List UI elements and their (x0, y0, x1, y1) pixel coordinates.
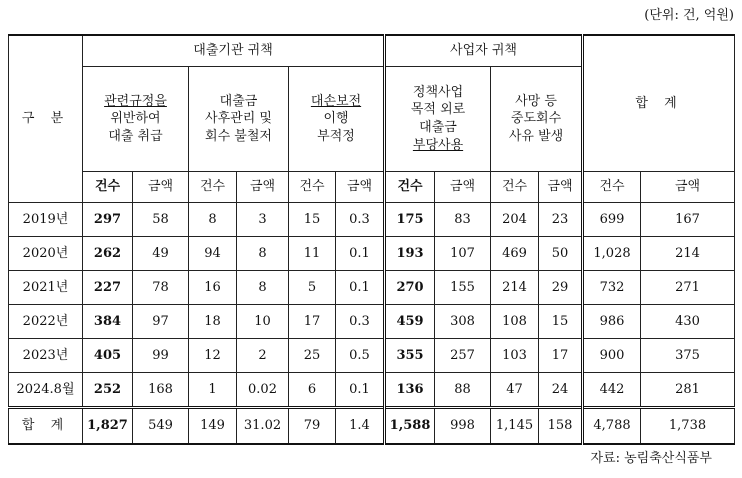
table-cell: 136 (385, 373, 435, 408)
total-cell: 1,827 (83, 408, 133, 445)
table-cell: 193 (385, 237, 435, 271)
total-cell: 1,738 (641, 408, 735, 445)
total-group-header: 합 계 (583, 35, 735, 172)
total-cell: 549 (133, 408, 189, 445)
total-row (9, 408, 735, 445)
table-cell: 262 (83, 237, 133, 271)
total-cell: 1.4 (336, 408, 385, 445)
table-cell: 17 (289, 305, 336, 339)
table-cell: 155 (435, 271, 491, 305)
table-cell: 107 (435, 237, 491, 271)
col-amount: 금액 (237, 172, 289, 203)
table-cell: 355 (385, 339, 435, 373)
table-cell: 6 (289, 373, 336, 408)
table-cell: 16 (189, 271, 237, 305)
row-label: 2019년 (9, 203, 83, 237)
table-cell: 214 (641, 237, 735, 271)
sub-header-misuse: 정책사업 목적 외로 대출금 부당사용 (385, 67, 491, 172)
sub-header-loss-compensation: 대손보전 이행 부적정 (289, 67, 385, 172)
table-cell: 12 (189, 339, 237, 373)
row-label: 2023년 (9, 339, 83, 373)
table-cell: 108 (491, 305, 539, 339)
table-cell: 49 (133, 237, 189, 271)
row-label: 합 계 (9, 408, 83, 445)
sub-header-early-recovery: 사망 등 중도회수 사유 발생 (491, 67, 583, 172)
table-cell: 375 (641, 339, 735, 373)
count-amount-header-row (9, 172, 735, 203)
table-cell: 257 (435, 339, 491, 373)
table-cell: 2 (237, 339, 289, 373)
table-cell: 50 (539, 237, 583, 271)
table-cell: 0.3 (336, 305, 385, 339)
table-cell: 459 (385, 305, 435, 339)
row-label: 2021년 (9, 271, 83, 305)
table-cell: 11 (289, 237, 336, 271)
table-cell: 384 (83, 305, 133, 339)
table-row (9, 305, 735, 339)
total-cell: 149 (189, 408, 237, 445)
table-cell: 699 (583, 203, 641, 237)
table-cell: 252 (83, 373, 133, 408)
unit-note: (단위: 건, 억원) (644, 8, 734, 23)
table-cell: 405 (83, 339, 133, 373)
table-row (9, 339, 735, 373)
table-row (9, 237, 735, 271)
table-cell: 281 (641, 373, 735, 408)
col-amount: 금액 (133, 172, 189, 203)
col-amount: 금액 (336, 172, 385, 203)
table-cell: 88 (435, 373, 491, 408)
table-cell: 8 (237, 237, 289, 271)
table-cell: 10 (237, 305, 289, 339)
col-count: 건수 (83, 172, 133, 203)
table-cell: 297 (83, 203, 133, 237)
table-cell: 308 (435, 305, 491, 339)
sub-header-followup: 대출금 사후관리 및 회수 불철저 (189, 67, 289, 172)
total-cell: 1,145 (491, 408, 539, 445)
table-cell: 175 (385, 203, 435, 237)
table-cell: 47 (491, 373, 539, 408)
col-amount: 금액 (435, 172, 491, 203)
table-cell: 0.3 (336, 203, 385, 237)
table-cell: 24 (539, 373, 583, 408)
row-label: 2024.8월 (9, 373, 83, 408)
table-cell: 168 (133, 373, 189, 408)
col-count: 건수 (491, 172, 539, 203)
col-count: 건수 (189, 172, 237, 203)
table-cell: 0.1 (336, 271, 385, 305)
total-cell: 31.02 (237, 408, 289, 445)
table-cell: 732 (583, 271, 641, 305)
table-cell: 8 (189, 203, 237, 237)
institution-group-header: 대출기관 귀책 (83, 35, 385, 67)
table-cell: 8 (237, 271, 289, 305)
table-cell: 94 (189, 237, 237, 271)
total-cell: 1,588 (385, 408, 435, 445)
col-amount: 금액 (539, 172, 583, 203)
table-cell: 0.1 (336, 237, 385, 271)
table-cell: 23 (539, 203, 583, 237)
table-row (9, 271, 735, 305)
operator-group-header: 사업자 귀책 (385, 35, 583, 67)
table-cell: 1 (189, 373, 237, 408)
table-cell: 0.02 (237, 373, 289, 408)
table-cell: 442 (583, 373, 641, 408)
col-amount: 금액 (641, 172, 735, 203)
table-cell: 103 (491, 339, 539, 373)
col-count: 건수 (289, 172, 336, 203)
table-cell: 204 (491, 203, 539, 237)
table-cell: 83 (435, 203, 491, 237)
table-cell: 227 (83, 271, 133, 305)
table-cell: 97 (133, 305, 189, 339)
total-cell: 4,788 (583, 408, 641, 445)
col-count: 건수 (583, 172, 641, 203)
table-row (9, 373, 735, 408)
table-cell: 15 (289, 203, 336, 237)
sub-header-regulation: 관련규정을 위반하여 대출 취급 (83, 67, 189, 172)
table-cell: 25 (289, 339, 336, 373)
table-cell: 5 (289, 271, 336, 305)
table-cell: 430 (641, 305, 735, 339)
table-cell: 58 (133, 203, 189, 237)
source-note: 자료: 농림축산식품부 (590, 451, 712, 466)
table-cell: 214 (491, 271, 539, 305)
total-cell: 158 (539, 408, 583, 445)
table-cell: 15 (539, 305, 583, 339)
category-header: 구 분 (9, 35, 83, 203)
table-cell: 167 (641, 203, 735, 237)
loan-violation-table (8, 34, 735, 445)
table-cell: 469 (491, 237, 539, 271)
table-cell: 1,028 (583, 237, 641, 271)
row-label: 2022년 (9, 305, 83, 339)
table-cell: 18 (189, 305, 237, 339)
table-cell: 270 (385, 271, 435, 305)
table-cell: 3 (237, 203, 289, 237)
table-cell: 99 (133, 339, 189, 373)
table-row (9, 203, 735, 237)
total-cell: 998 (435, 408, 491, 445)
table-cell: 900 (583, 339, 641, 373)
table-cell: 78 (133, 271, 189, 305)
row-label: 2020년 (9, 237, 83, 271)
table-cell: 0.5 (336, 339, 385, 373)
table-cell: 271 (641, 271, 735, 305)
table-cell: 986 (583, 305, 641, 339)
table-cell: 29 (539, 271, 583, 305)
col-count: 건수 (385, 172, 435, 203)
table-cell: 0.1 (336, 373, 385, 408)
total-cell: 79 (289, 408, 336, 445)
table-cell: 17 (539, 339, 583, 373)
